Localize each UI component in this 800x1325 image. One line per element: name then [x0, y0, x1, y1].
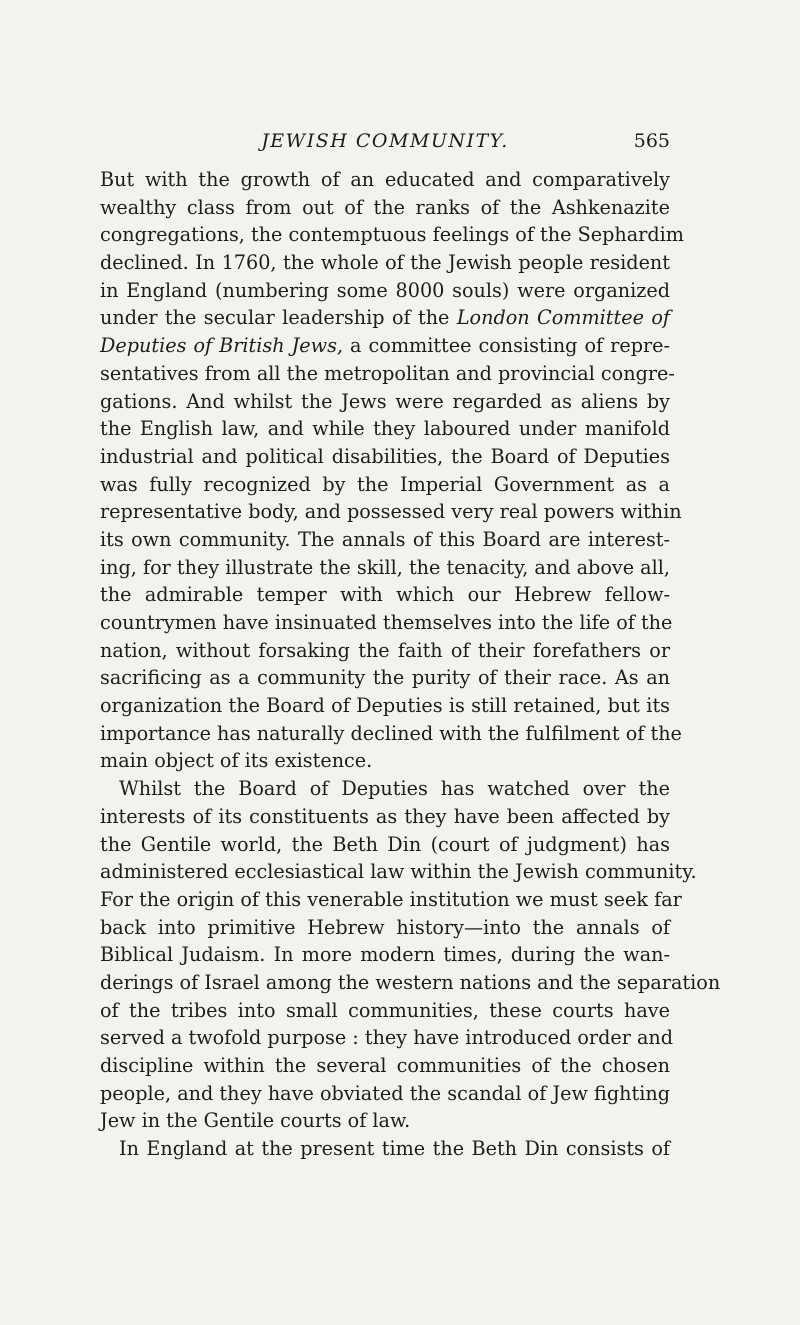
- text-line: [100, 194, 670, 222]
- line-text: wealthy class from out of the ranks of the Ashkenazite: [100, 195, 670, 219]
- line-text: its own community. The annals of this Board are interest-: [100, 527, 670, 551]
- line-text: countrymen have insinuated themselves into the life of the: [100, 611, 673, 634]
- line-text: derings of Israel among the western nations and the separation: [100, 970, 721, 994]
- text-line: [100, 249, 670, 277]
- text-line: [100, 1080, 670, 1108]
- line-text: declined. In 1760, the whole of the Jewish people resident: [100, 251, 670, 275]
- text-line: [100, 997, 670, 1025]
- line-text: gations. And whilst the Jews were regarded as aliens by: [100, 389, 670, 413]
- text-line: [100, 304, 670, 332]
- text-line: [100, 221, 684, 249]
- line-text: served a twofold purpose : they have introduced order and: [100, 1026, 674, 1050]
- line-text: Whilst the Board of Deputies has watched over the: [119, 777, 670, 801]
- italic-title: Deputies of British Jews,: [100, 334, 344, 358]
- line-text: administered ecclesiastical law within the Jewish community.: [100, 860, 697, 884]
- line-text: nation, without forsaking the faith of their forefathers or: [100, 638, 670, 662]
- running-head: [100, 130, 670, 154]
- text-line: [100, 581, 670, 609]
- text-line: [100, 1024, 674, 1052]
- line-text: a committee consisting of repre-: [343, 334, 670, 358]
- line-text: discipline within the several communities of the chosen: [100, 1054, 670, 1077]
- text-line: [100, 332, 670, 360]
- body-text: [100, 166, 721, 1163]
- line-text: sentatives from all the metropolitan and provincial congre-: [100, 361, 675, 385]
- text-line: [100, 498, 682, 526]
- text-line: [100, 831, 670, 859]
- line-text: the English law, and while they laboured under manifold: [100, 417, 670, 441]
- line-text: For the origin of this venerable institution we must seek far: [100, 887, 682, 911]
- line-text: sacrificing as a community the purity of their race. As an: [100, 666, 670, 690]
- line-text: But with the growth of an educated and comparatively: [100, 168, 670, 191]
- text-line: [100, 969, 721, 997]
- text-line: [100, 388, 670, 416]
- italic-title: London Committee of: [456, 306, 670, 330]
- text-line: [100, 1052, 670, 1080]
- line-text: Biblical Judaism. In more modern times, during the wan-: [100, 943, 670, 967]
- line-text: interests of its constituents as they have been affected by: [100, 804, 670, 828]
- text-line: [100, 914, 670, 942]
- line-text: back into primitive Hebrew history—into the annals of: [100, 915, 670, 939]
- line-text: industrial and political disabilities, the Board of Deputies: [100, 444, 670, 468]
- line-text: was fully recognized by the Imperial Government as a: [100, 472, 670, 496]
- page-number: 565: [633, 130, 670, 152]
- text-line: [100, 1107, 670, 1135]
- running-title: JEWISH COMMUNITY.: [261, 130, 509, 152]
- text-line: [100, 886, 682, 914]
- line-text: the admirable temper with which our Hebrew fellow-: [100, 583, 670, 607]
- text-line: [100, 277, 670, 305]
- line-text: people, and they have obviated the scandal of Jew fighting: [100, 1081, 670, 1105]
- line-text: ing, for they illustrate the skill, the tenacity, and above all,: [100, 555, 670, 579]
- text-line: [100, 415, 670, 443]
- line-text: the Gentile world, the Beth Din (court of judgment) has: [100, 832, 670, 856]
- line-text: under the secular leadership of the: [100, 306, 457, 330]
- text-line: [100, 664, 670, 692]
- text-line: [100, 692, 670, 720]
- text-line: [100, 720, 682, 748]
- text-line: [100, 858, 697, 886]
- text-line: [100, 637, 670, 665]
- text-line: [100, 747, 670, 775]
- line-text: representative body, and possessed very real powers within: [100, 500, 682, 524]
- line-text: In England at the present time the Beth Din consists of: [119, 1137, 670, 1161]
- line-text: organization the Board of Deputies is still retained, but its: [100, 694, 670, 718]
- text-line: [100, 166, 670, 194]
- text-line: [100, 443, 670, 471]
- text-line: [100, 471, 670, 499]
- line-text: of the tribes into small communities, these courts have: [100, 998, 670, 1022]
- line-text: congregations, the contemptuous feelings of the Sephardim: [100, 223, 684, 247]
- line-text: in England (numbering some 8000 souls) were organized: [100, 278, 670, 302]
- text-line: [100, 609, 673, 637]
- text-line: [100, 803, 670, 831]
- line-text: Jew in the Gentile courts of law.: [100, 1109, 411, 1133]
- line-text: importance has naturally declined with the fulfilment of the: [100, 721, 682, 745]
- text-line: [100, 526, 670, 554]
- line-text: main object of its existence.: [100, 749, 373, 773]
- text-line: [100, 360, 675, 388]
- text-line: [100, 1135, 670, 1163]
- text-line: [100, 775, 670, 803]
- text-line: [100, 941, 670, 969]
- text-line: [100, 554, 670, 582]
